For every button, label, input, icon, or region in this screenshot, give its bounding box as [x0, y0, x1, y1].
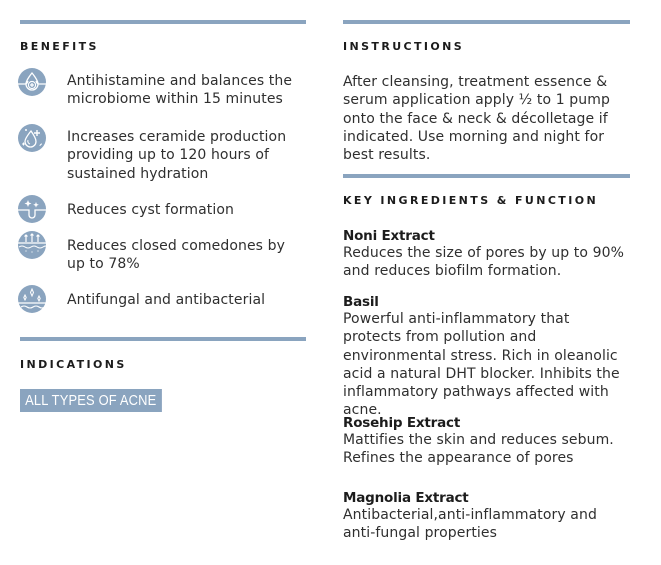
ingredient-item — [343, 490, 630, 543]
benefits-title: BENEFITS — [20, 40, 99, 53]
ingredient-desc: Antibacterial,anti-inflammatory and anti-fungal properties — [343, 507, 597, 542]
indication-tag-wrap — [20, 389, 185, 412]
section-divider — [343, 174, 630, 178]
instructions-text: After cleansing, treatment essence & serum application apply ½ to 1 pump onto the face & neck & décolletage if indicated. Use morning and night for best results. — [343, 74, 610, 164]
ingredient-desc: Mattifies the skin and reduces sebum. Refines the appearance of pores — [343, 432, 614, 467]
ingredient-desc: Reduces the size of pores by up to 90% and reduces biofilm formation. — [343, 245, 625, 280]
benefit-text: Increases ceramide production providing up to 120 hours of sustained hydration — [67, 129, 287, 182]
benefit-text: Reduces closed comedones by up to 78% — [67, 238, 285, 273]
ingredient-item — [343, 415, 630, 468]
skin-layer-arrows-icon — [18, 231, 46, 259]
ingredient-name: Rosehip Extract — [343, 415, 461, 431]
ingredient-name: Basil — [343, 294, 379, 310]
drop-plus-icon — [18, 68, 46, 96]
ingredient-desc: Powerful anti-inflammatory that protects from pollution and environmental stress. Rich in oleanolic acid a natural DHT blocker. Inhibits the inflammatory pathways affected with acne. — [343, 311, 620, 419]
ingredient-item — [343, 294, 630, 420]
section-divider — [20, 337, 306, 341]
indication-tag: ALL TYPES OF ACNE — [20, 389, 162, 412]
section-divider — [343, 20, 630, 24]
ingredients-title: KEY INGREDIENTS & FUNCTION — [343, 194, 599, 207]
instructions-title: INSTRUCTIONS — [343, 40, 465, 53]
ingredient-name: Magnolia Extract — [343, 490, 469, 506]
hydration-drop-icon — [18, 124, 46, 152]
benefit-text: Antifungal and antibacterial — [67, 292, 266, 308]
section-divider — [20, 20, 306, 24]
indications-title: INDICATIONS — [20, 358, 127, 371]
ingredient-name: Noni Extract — [343, 228, 435, 244]
pore-sparkle-icon — [18, 195, 46, 223]
benefit-text: Antihistamine and balances the microbiome within 15 minutes — [67, 73, 293, 108]
sparkle-wave-icon — [18, 285, 46, 313]
ingredient-item — [343, 228, 630, 281]
benefit-text: Reduces cyst formation — [67, 202, 234, 218]
